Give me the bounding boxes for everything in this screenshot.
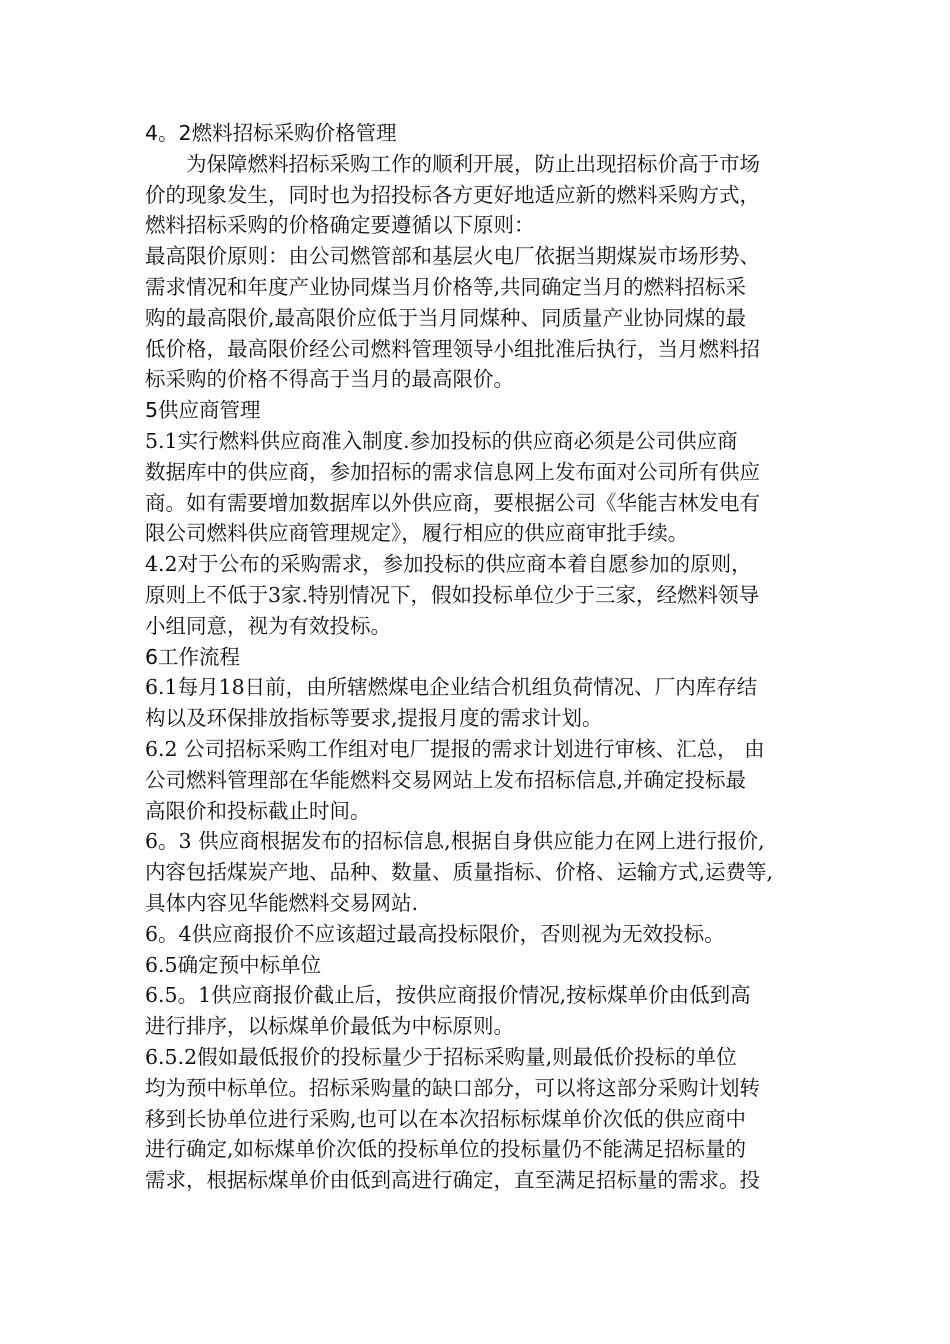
text-line: 6.2 公司招标采购工作组对电厂提报的需求计划进行审核、汇总， 由 [145,736,765,761]
text-line: 6.5确定预中标单位 [145,952,322,977]
text-line: 6.5.2假如最低报价的投标量少于招标采购量,则最低价投标的单位 [145,1044,737,1069]
document-body [145,118,815,1196]
text-line: 需求，根据标煤单价由低到高进行确定，直至满足招标量的需求。投 [145,1168,760,1193]
section-heading: 6工作流程 [145,644,241,669]
text-line: 4.2对于公布的采购需求，参加投标的供应商本着自愿参加的原则， [145,552,752,577]
text-line: 具体内容见华能燃料交易网站. [145,890,419,915]
text-line: 燃料招标采购的价格确定要遵循以下原则： [145,213,535,238]
text-line: 价的现象发生，同时也为招投标各方更好地适应新的燃料采购方式， [145,182,760,207]
text-line: 标采购的价格不得高于当月的最高限价。 [145,367,514,392]
text-line: 均为预中标单位。招标采购量的缺口部分，可以将这部分采购计划转 [145,1075,760,1100]
text-line: 构以及环保排放指标等要求,提报月度的需求计划。 [145,706,603,731]
text-line: 6。4供应商报价不应该超过最高投标限价，否则视为无效投标。 [145,921,725,946]
text-line: 为保障燃料招标采购工作的顺利开展，防止出现招标价高于市场 [186,151,760,176]
text-line: 低价格，最高限价经公司燃料管理领导小组批准后执行，当月燃料招 [145,336,760,361]
section-heading: 4。2燃料招标采购价格管理 [145,121,397,145]
text-line: 进行确定,如标煤单价次低的投标单位的投标量仍不能满足招标量的 [145,1137,747,1162]
text-line: 高限价和投标截止时间。 [145,798,371,823]
text-line: 公司燃料管理部在华能燃料交易网站上发布招标信息,并确定投标最 [145,767,747,792]
text-line: 内容包括煤炭产地、品种、数量、质量指标、价格、运输方式,运费等, [145,860,774,885]
section-heading: 5供应商管理 [145,398,261,423]
text-line: 移到长协单位进行采购,也可以在本次招标标煤单价次低的供应商中 [145,1106,747,1131]
text-line: 小组同意，视为有效投标。 [145,613,391,638]
text-line: 原则上不低于3家.特别情况下，假如投标单位少于三家，经燃料领导 [145,582,760,607]
text-line: 进行排序，以标煤单价最低为中标原则。 [145,1014,514,1039]
text-line: 需求情况和年度产业协同煤当月价格等,共同确定当月的燃料招标采 [145,274,747,299]
text-line: 6.1每月18日前，由所辖燃煤电企业结合机组负荷情况、厂内库存结 [145,675,758,700]
text-line: 商。如有需要增加数据库以外供应商，要根据公司《华能吉林发电有 [145,490,760,515]
text-line: 数据库中的供应商，参加招标的需求信息网上发布面对公司所有供应 [145,459,760,484]
text-line: 最高限价原则：由公司燃管部和基层火电厂依据当期煤炭市场形势、 [145,244,760,269]
text-line: 限公司燃料供应商管理规定》，履行相应的供应商审批手续。 [145,521,689,546]
text-line: 购的最高限价,最高限价应低于当月同煤种、同质量产业协同煤的最 [145,305,747,330]
text-line: 6.5。1供应商报价截止后，按供应商报价情况,按标煤单价由低到高 [145,983,751,1008]
text-line: 5.1实行燃料供应商准入制度.参加投标的供应商必须是公司供应商 [145,428,738,453]
text-line: 6。3 供应商根据发布的招标信息,根据自身供应能力在网上进行报价, [145,829,765,854]
